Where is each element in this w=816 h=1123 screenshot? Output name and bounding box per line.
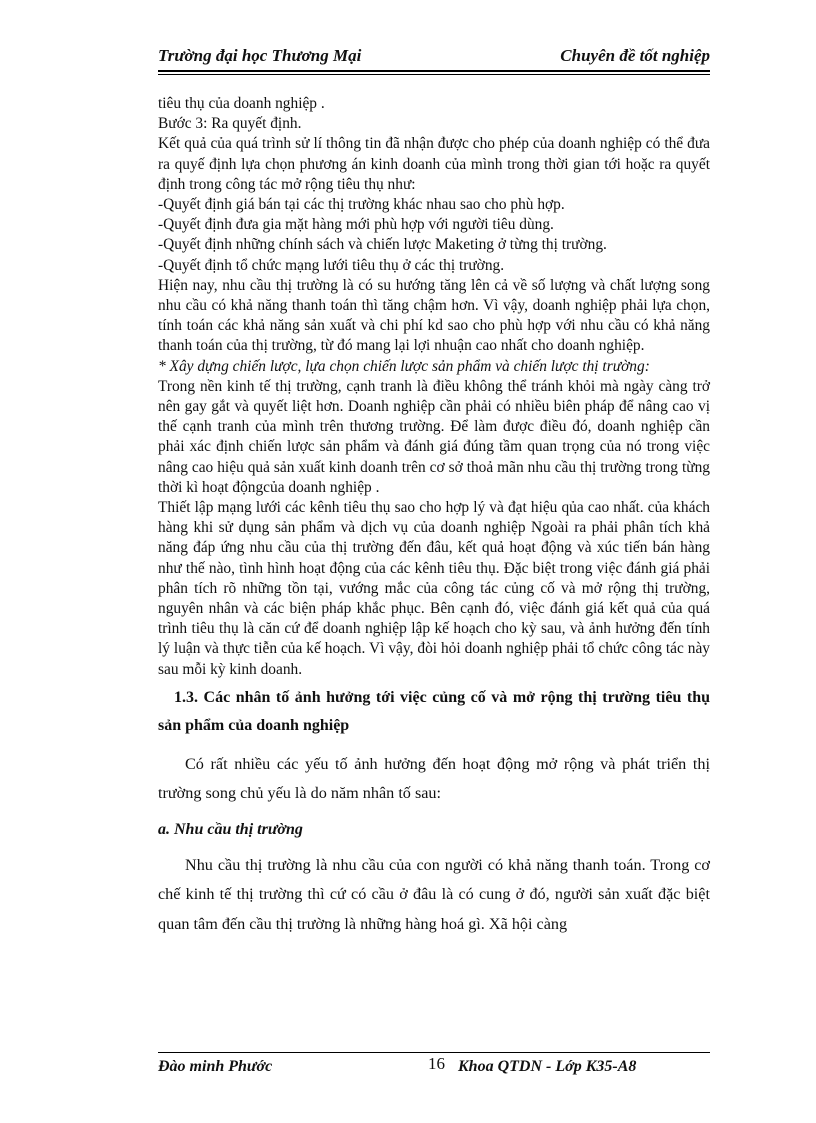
paragraph-factors: Có rất nhiều các yếu tố ảnh hưởng đến hoạt động mở rộng và phát triển thị trường song chủ yếu là do năm nhân tố sau:: [158, 754, 710, 803]
section-heading: 1.3. Các nhân tố ảnh hưởng tới việc củng cố và mở rộng thị trường tiêu thụ sản phẩm của doanh nghiệp: [158, 688, 710, 734]
footer-author: Đào minh Phước: [158, 1058, 273, 1075]
bullet-item: -Quyết định giá bán tại các thị trường khác nhau sao cho phù hợp.: [158, 196, 565, 214]
paragraph-economy: Trong nền kinh tế thị trường, cạnh tranh là điều không thể tránh khỏi mà ngày càng trở nên gay gắt và quyết liệt hơn. Doanh nghiệp cần phải có nhiều biên pháp để nâng cao vị thế cạnh tranh của mình trên thương trường. Để làm được điều đó, doanh nghiệp cần phải xác định chiến lược sản phẩm và đánh giá đúng tầm quan trọng của nó trong việc nâng cao hiệu quả sản xuất kinh doanh trên cơ sở thoả mãn nhu cầu thị trường trong từng thời kì hoạt độngcủa doanh nghiệp .: [158, 377, 710, 496]
bullet-item: -Quyết định đưa gia mặt hàng mới phù hợp với người tiêu dùng.: [158, 216, 554, 234]
page-number: 16: [428, 1054, 445, 1073]
page-body: [158, 94, 710, 939]
header-topic: Chuyên đề tốt nghiệp: [560, 46, 710, 65]
paragraph-now: Hiện nay, nhu cầu thị trường là có su hướng tăng lên cả về số lượng và chất lượng song nhu cầu có khả năng thanh toán thì tăng chậm hơn. Vì vậy, doanh nghiệp phải lựa chọn, tính toán các khả năng sản xuất và chi phí kd sao cho phù hợp với nhu cầu có khả năng thanh toán của thị trường, từ đó mang lại lợi nhuận cao nhất cho doanh nghiệp.: [158, 276, 710, 355]
footer-rule: [158, 1052, 710, 1053]
text-line: tiêu thụ của doanh nghiệp .: [158, 95, 325, 112]
paragraph-network: Thiết lập mạng lưới các kênh tiêu thụ sao cho hợp lý và đạt hiệu qủa cao nhất. của khách hàng khi sử dụng sản phẩm và dịch vụ của doanh nghiệp Ngoài ra phải phân tích khả năng đáp ứng nhu cầu của thị trường đến đâu, kết quả hoạt động và xúc tiến bán hàng như thế nào, tình hình hoạt động của các kênh tiêu thụ. Đặc biệt trong việc đánh giá phải phân tích rõ những tồn tại, vướng mắc của công tác củng cố và mở rộng thị trường, nguyên nhân và các biện pháp khắc phục. Bên cạnh đó, việc đánh giá kết quả của quá trình tiêu thụ là căn cứ để doanh nghiệp lập kế hoạch cho kỳ sau, và ảnh hưởng đến tính lý luận và thực tiễn của kế hoạch. Vì vậy, đòi hỏi doanh nghiệp phải tổ chức công tác này sau mỗi kỳ kinh doanh.: [158, 499, 710, 678]
bullet-item: -Quyết định tổ chức mạng lưới tiêu thụ ở các thị trường.: [158, 256, 505, 274]
footer-class: Khoa QTDN - Lớp K35-A8: [458, 1058, 637, 1075]
text-line: Bước 3: Ra quyết định.: [158, 115, 302, 133]
subheading-demand: a. Nhu cầu thị trường: [158, 820, 303, 838]
bullet-item: -Quyết định những chính sách và chiến lược Maketing ở từng thị trường.: [158, 236, 607, 254]
paragraph-demand: Nhu cầu thị trường là nhu cầu của con người có khả năng thanh toán. Trong cơ chế kinh tế thị trường thì cứ có cầu ở đâu là có cung ở đó, người sản xuất đặc biệt quan tâm đến cầu thị trường là những hàng hoá gì. Xã hội càng: [158, 855, 710, 933]
header-rule: [158, 70, 710, 72]
paragraph-result: Kết quả của quá trình sử lí thông tin đã nhận được cho phép của doanh nghiệp có thể đưa ra quyế định lựa chọn phương án kinh doanh của mình trong thời gian tới hoặc ra quyết định trong công tác mở rộng tiêu thụ như:: [158, 135, 710, 193]
page-header: [158, 46, 710, 72]
italic-heading: * Xây dựng chiến lược, lựa chọn chiến lược sản phẩm và chiến lược thị trường:: [158, 357, 650, 375]
page-footer: [158, 1052, 710, 1082]
header-school: Trường đại học Thương Mại: [158, 46, 362, 65]
header-rule-thin: [158, 74, 710, 75]
